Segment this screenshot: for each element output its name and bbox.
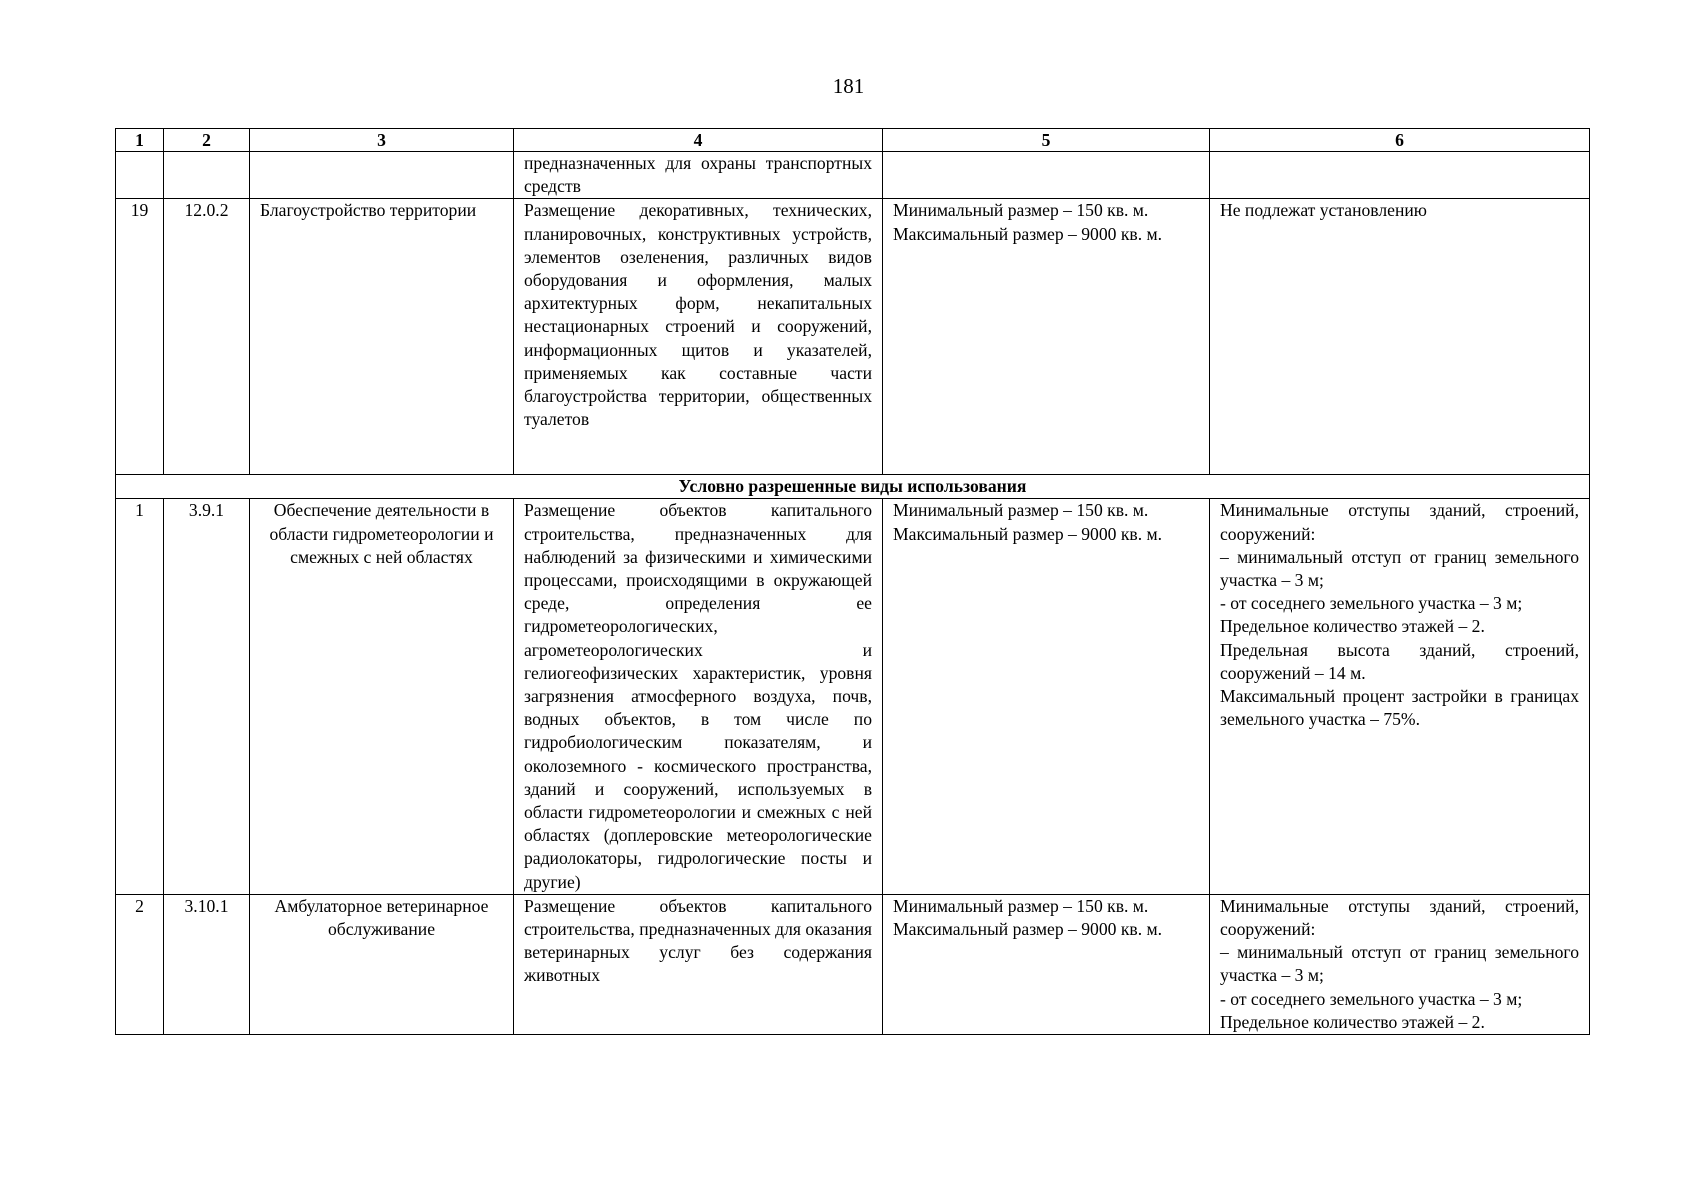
param-line: Предельная высота зданий, строений, сооружений – 14 м.	[1220, 639, 1579, 683]
param-line: Минимальные отступы зданий, строений, сооружений:	[1220, 500, 1579, 544]
column-header-3: 3	[250, 129, 514, 152]
section-header-row	[116, 475, 1590, 499]
param-line: Максимальный процент застройки в границах земельного участка – 75%.	[1220, 686, 1579, 730]
land-use-table	[115, 128, 1590, 1035]
section-title: Условно разрешенные виды использования	[116, 475, 1590, 499]
cell-plot-size	[883, 499, 1210, 894]
size-min: Минимальный размер – 150 кв. м.	[893, 200, 1149, 221]
size-max: Максимальный размер – 9000 кв. м.	[893, 523, 1163, 544]
cell-code: 12.0.2	[164, 199, 250, 475]
cell-plot-size	[883, 199, 1210, 475]
column-header-2: 2	[164, 129, 250, 152]
cell-description: Размещение объектов капитального строительства, предназначенных для наблюдений за физическими и химическими процессами, происходящими в окружающей среде, определения ее гидрометеорологических, агрометеорологических и гелиогеофизических характеристик, уровня загрязнения атмосферного воздуха, почв, водных объектов, в том числе по гидробиологическим показателям, и околоземного - космического пространства, зданий и сооружений, используемых в области гидрометеорологии и смежных с ней областях (доплеровские метеорологические радиолокаторы, гидрологические посты и другие)	[514, 499, 883, 894]
cell-row-number: 2	[116, 894, 164, 1034]
column-header-4: 4	[514, 129, 883, 152]
cell-plot-size	[883, 894, 1210, 1034]
size-max: Максимальный размер – 9000 кв. м.	[893, 223, 1163, 244]
cell-parameters	[1210, 894, 1590, 1034]
table-row-19	[116, 199, 1590, 475]
cell-code: 3.9.1	[164, 499, 250, 894]
cell-row-number: 1	[116, 499, 164, 894]
size-max: Максимальный размер – 9000 кв. м.	[893, 919, 1163, 940]
cell-empty	[883, 152, 1210, 199]
cell-description: предназначенных для охраны транспортных средств	[514, 152, 883, 199]
table-row-1	[116, 499, 1590, 894]
param-line: Минимальные отступы зданий, строений, сооружений:	[1220, 895, 1579, 940]
page-number: 181	[832, 74, 865, 98]
cell-row-number: 19	[116, 199, 164, 475]
cell-empty	[250, 152, 514, 199]
cell-use-name: Благоустройство территории	[250, 199, 514, 475]
param-line: Предельное количество этажей – 2.	[1220, 616, 1485, 637]
size-min: Минимальный размер – 150 кв. м.	[893, 895, 1149, 916]
cell-code: 3.10.1	[164, 894, 250, 1034]
table-header-row	[116, 129, 1590, 152]
cell-empty	[116, 152, 164, 199]
cell-description: Размещение объектов капитального строительства, предназначенных для оказания ветеринарных услуг без содержания животных	[514, 894, 883, 1034]
table-row-2	[116, 894, 1590, 1034]
column-header-1: 1	[116, 129, 164, 152]
param-line: Предельное количество этажей – 2.	[1220, 1011, 1485, 1032]
cell-parameters: Не подлежат установлению	[1210, 199, 1590, 475]
cell-use-name: Амбулаторное ветеринарное обслуживание	[250, 894, 514, 1034]
param-line: - от соседнего земельного участка – 3 м;	[1220, 988, 1523, 1009]
size-min: Минимальный размер – 150 кв. м.	[893, 500, 1149, 521]
cell-description: Размещение декоративных, технических, планировочных, конструктивных устройств, элементов озеленения, различных видов оборудования и оформления, малых архитектурных форм, некапитальных нестационарных строений и сооружений, информационных щитов и указателей, применяемых как составные части благоустройства территории, общественных туалетов	[514, 199, 883, 475]
cell-empty	[164, 152, 250, 199]
param-line: - от соседнего земельного участка – 3 м;	[1220, 593, 1523, 614]
param-line: – минимальный отступ от границ земельного участка – 3 м;	[1220, 546, 1579, 591]
param-line: – минимальный отступ от границ земельного участка – 3 м;	[1220, 942, 1579, 986]
column-header-5: 5	[883, 129, 1210, 152]
table-row-continuation	[116, 152, 1590, 199]
cell-empty	[1210, 152, 1590, 199]
cell-parameters	[1210, 499, 1590, 894]
cell-use-name: Обеспечение деятельности в области гидрометеорологии и смежных с ней областях	[250, 499, 514, 894]
column-header-6: 6	[1210, 129, 1590, 152]
